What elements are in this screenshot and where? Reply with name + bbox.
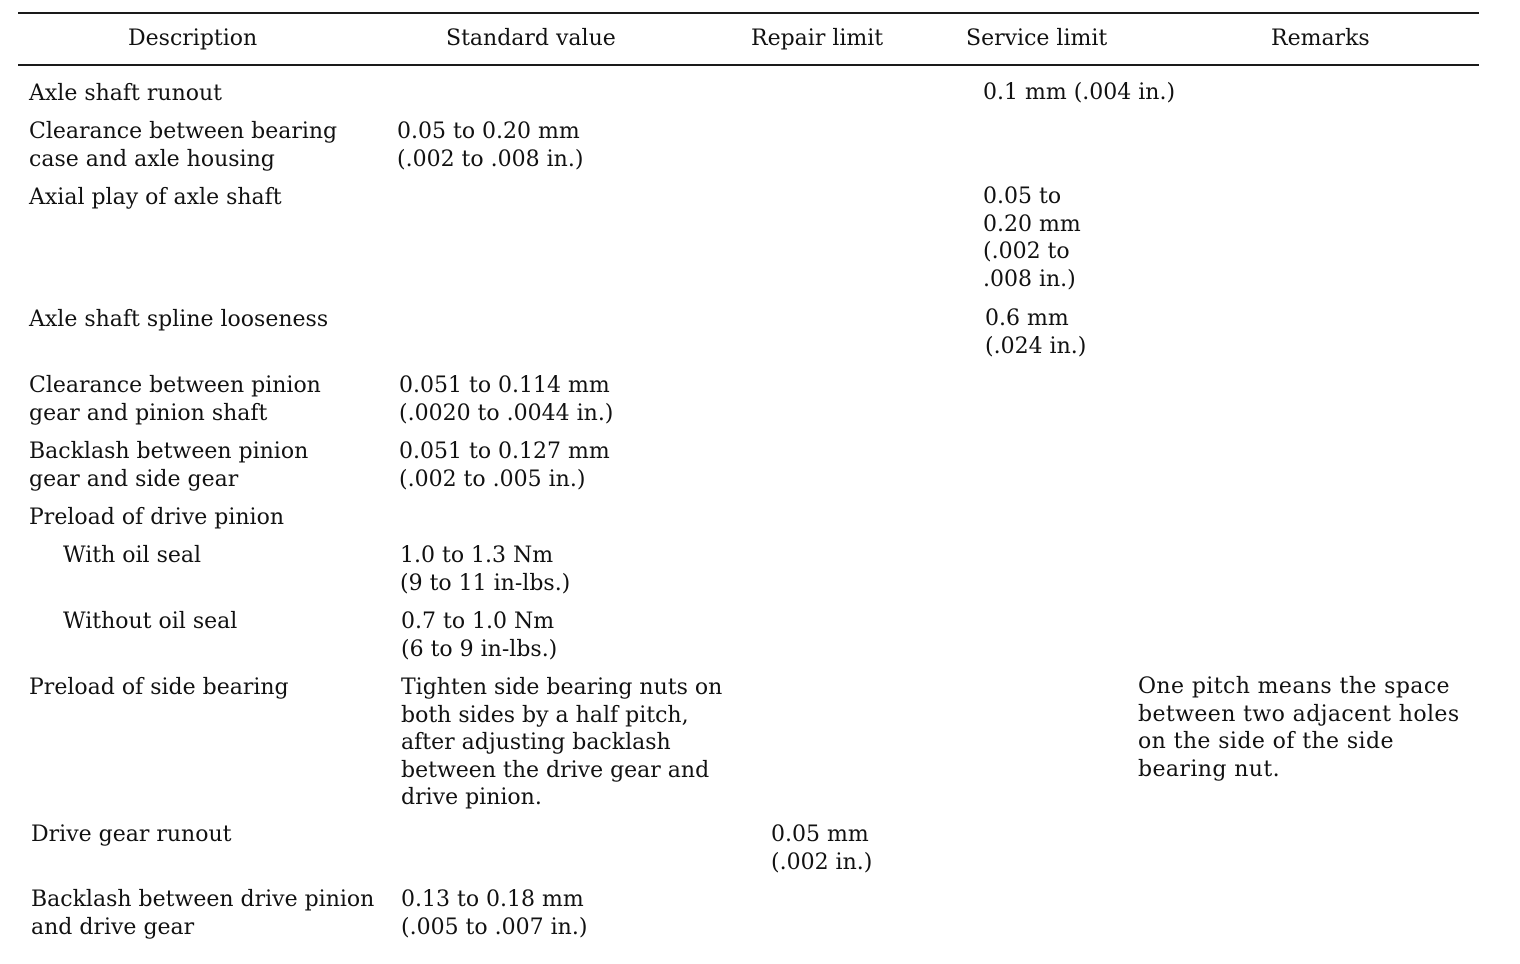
table-header-rule (18, 64, 1479, 66)
description-cell: Axle shaft runout (29, 81, 223, 106)
description-cell: Backlash between drive pinion and drive gear (31, 887, 375, 940)
column-header-service-limit: Service limit (966, 26, 1108, 51)
standard-value-cell: 0.7 to 1.0 Nm (6 to 9 in-lbs.) (401, 609, 558, 662)
description-cell: Axial play of axle shaft (29, 185, 282, 210)
description-cell: Clearance between pinion gear and pinion shaft (29, 373, 321, 426)
description-cell: Axle shaft spline looseness (29, 307, 329, 332)
column-header-remarks: Remarks (1271, 26, 1370, 51)
repair-limit-cell: 0.05 mm (.002 in.) (771, 822, 873, 875)
description-cell: Backlash between pinion gear and side gear (29, 439, 309, 492)
column-header-standard-value: Standard value (446, 26, 616, 51)
standard-value-cell: 0.051 to 0.114 mm (.0020 to .0044 in.) (399, 373, 614, 426)
column-header-repair-limit: Repair limit (751, 26, 884, 51)
remarks-cell: One pitch means the space between two adjacent holes on the side of the side bearing nut. (1138, 674, 1460, 782)
service-limit-cell: 0.6 mm (.024 in.) (985, 306, 1087, 359)
column-header-description: Description (128, 26, 258, 51)
standard-value-cell: 0.051 to 0.127 mm (.002 to .005 in.) (399, 439, 610, 492)
description-cell: Clearance between bearing case and axle housing (29, 119, 338, 172)
service-limit-cell: 0.05 to 0.20 mm (.002 to .008 in.) (983, 184, 1081, 292)
service-limit-cell: 0.1 mm (.004 in.) (983, 80, 1176, 105)
description-cell: Without oil seal (63, 609, 238, 634)
description-cell: Preload of drive pinion (29, 505, 285, 530)
standard-value-cell: 1.0 to 1.3 Nm (9 to 11 in-lbs.) (400, 543, 571, 596)
standard-value-cell: Tighten side bearing nuts on both sides by a half pitch, after adjusting backlash between the drive gear and drive pinion. (401, 675, 723, 810)
description-cell: With oil seal (63, 543, 202, 568)
description-cell: Preload of side bearing (29, 675, 289, 700)
table-top-rule (18, 12, 1479, 14)
description-cell: Drive gear runout (31, 822, 232, 847)
standard-value-cell: 0.13 to 0.18 mm (.005 to .007 in.) (401, 887, 588, 940)
standard-value-cell: 0.05 to 0.20 mm (.002 to .008 in.) (397, 119, 584, 172)
